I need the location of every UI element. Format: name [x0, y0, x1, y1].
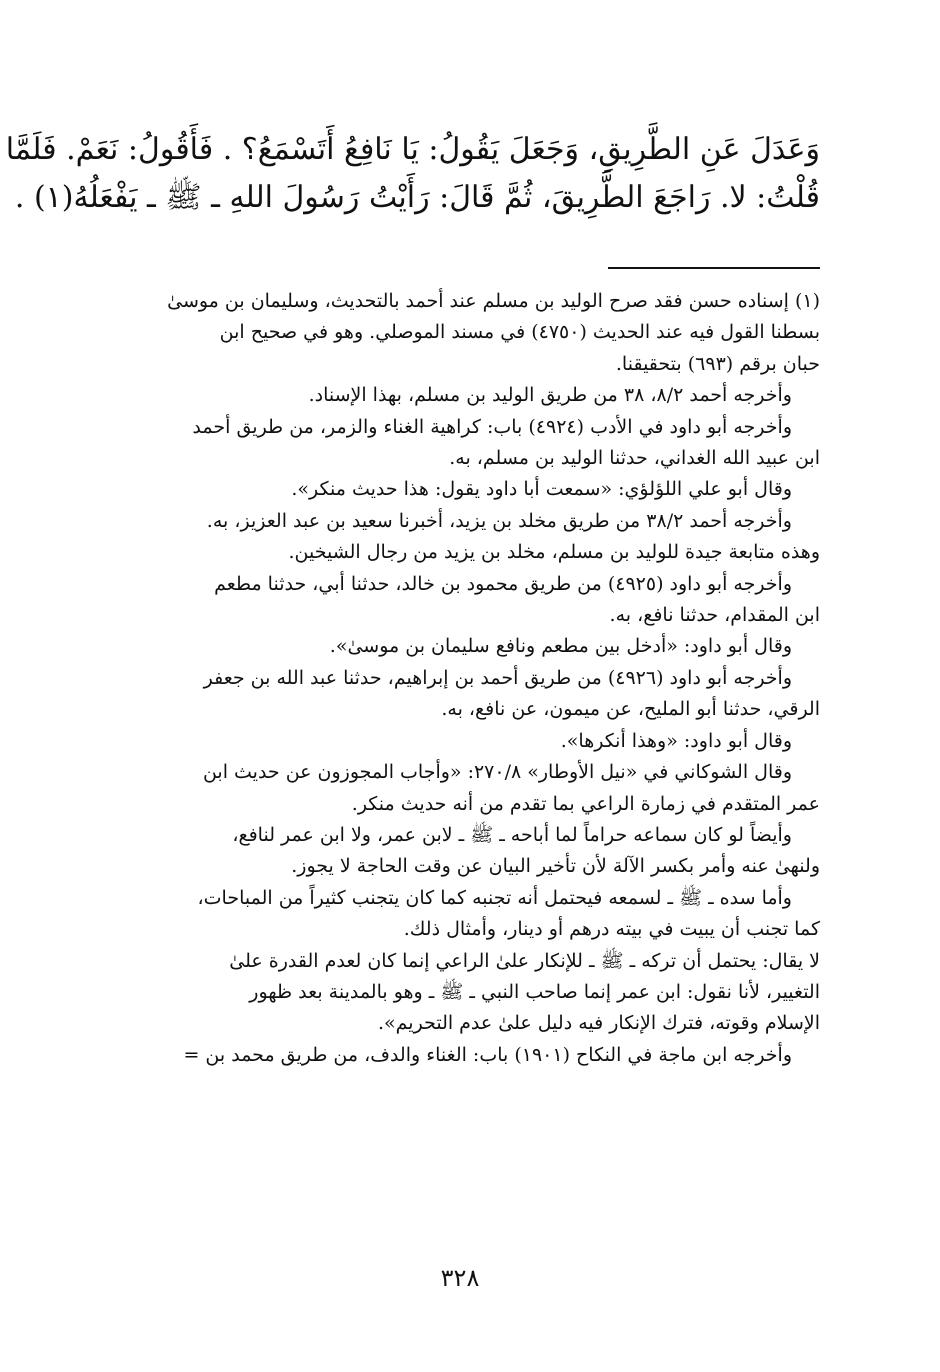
footnote-line: الرقي، حدثنا أبو المليح، عن ميمون، عن نافع، به.	[441, 698, 820, 721]
footnote-line: وأخرجه أبو داود (٤٩٢٦) من طريق أحمد بن إبراهيم، حدثنا عبد الله بن جعفر	[203, 666, 792, 689]
footnote-line: وأما سده ـ ﷺ ـ لسمعه فيحتمل أنه تجنبه كما كان يتجنب كثيراً من المباحات،	[197, 886, 792, 909]
footnote-line: بسطنا القول فيه عند الحديث (٤٧٥٠) في مسند الموصلي. وهو في صحيح ابن	[219, 321, 820, 344]
footnote-line: وأيضاً لو كان سماعه حراماً لما أباحه ـ ﷺ ـ لابن عمر، ولا ابن عمر لنافع،	[232, 823, 792, 846]
footnote-line: وأخرجه أحمد ٣٨/٢ من طريق مخلد بن يزيد، أخبرنا سعيد بن عبد العزيز، به.	[206, 509, 792, 532]
page-number: ٣٢٨	[440, 1264, 480, 1292]
footnote-line: الإسلام وقوته، فترك الإنكار فيه دليل علىٰ عدم التحريم».	[377, 1012, 820, 1035]
footnote-line: ابن المقدام، حدثنا نافع، به.	[609, 604, 820, 627]
footnotes	[100, 286, 820, 1071]
footnote-line: وقال الشوكاني في «نيل الأوطار» ٢٧٠/٨: «وأجاب المجوزون عن حديث ابن	[202, 761, 792, 784]
footnote-line: وهذه متابعة جيدة للوليد بن مسلم، مخلد بن يزيد من رجال الشيخين.	[288, 541, 820, 564]
footnote-divider	[608, 267, 820, 269]
footnote-line: ابن عبيد الله الغداني، حدثنا الوليد بن مسلم، به.	[449, 447, 820, 470]
footnote-line: حبان برقم (٦٩٣) بتحقيقنا.	[615, 352, 820, 375]
footnote-line: التغيير، لأنا نقول: ابن عمر إنما صاحب النبي ـ ﷺ ـ وهو بالمدينة بعد ظهور	[249, 980, 820, 1003]
footnote-line: وأخرجه أبو داود (٤٩٢٥) من طريق محمود بن خالد، حدثنا أبي، حدثنا مطعم	[214, 572, 792, 595]
footnote-line: ولنهىٰ عنه وأمر بكسر الآلة لأن تأخير البيان عن وقت الحاجة لا يجوز.	[291, 855, 820, 878]
footnote-line: وقال أبو داود: «أدخل بين مطعم ونافع سليمان بن موسىٰ».	[329, 635, 792, 658]
footnote-line: (١) إسناده حسن فقد صرح الوليد بن مسلم عند أحمد بالتحديث، وسليمان بن موسىٰ	[167, 290, 820, 312]
hadith-line: وَعَدَلَ عَنِ الطَّرِيقِ، وَجَعَلَ يَقُولُ: يَا نَافِعُ أَتَسْمَعُ؟ . فَأَقُولُ: نَعَمْ. فَلَمَّا	[5, 132, 820, 167]
footnote-line: وأخرجه ابن ماجة في النكاح (١٩٠١) باب: الغناء والدف، من طريق محمد بن =	[183, 1043, 792, 1066]
footnote-line: وأخرجه أبو داود في الأدب (٤٩٢٤) باب: كراهية الغناء والزمر، من طريق أحمد	[192, 415, 792, 438]
book-page	[5, 0, 820, 1372]
footnote-line: وأخرجه أحمد ٨/٢، ٣٨ من طريق الوليد بن مسلم، بهذا الإسناد.	[308, 384, 792, 407]
footnote-line: عمر المتقدم في زمارة الراعي بما تقدم من أنه حديث منكر.	[351, 792, 820, 815]
hadith-text	[5, 126, 820, 222]
footnote-line: وقال أبو داود: «وهذا أنكرها».	[560, 729, 792, 752]
footnote-line: كما تجنب أن يبيت في بيته درهم أو دينار، وأمثال ذلك.	[403, 918, 820, 941]
hadith-line: قُلْتُ: لا. رَاجَعَ الطَّرِيقَ، ثُمَّ قَالَ: رَأَيْتُ رَسُولَ اللهِ ـ ﷺ ـ يَفْعَلُهُ(١) .	[14, 180, 820, 215]
footnote-line: وقال أبو علي اللؤلؤي: «سمعت أبا داود يقول: هذا حديث منكر».	[291, 478, 792, 501]
footnote-line: لا يقال: يحتمل أن تركه ـ ﷺ ـ للإنكار علىٰ الراعي إنما كان لعدم القدرة علىٰ	[229, 949, 820, 972]
